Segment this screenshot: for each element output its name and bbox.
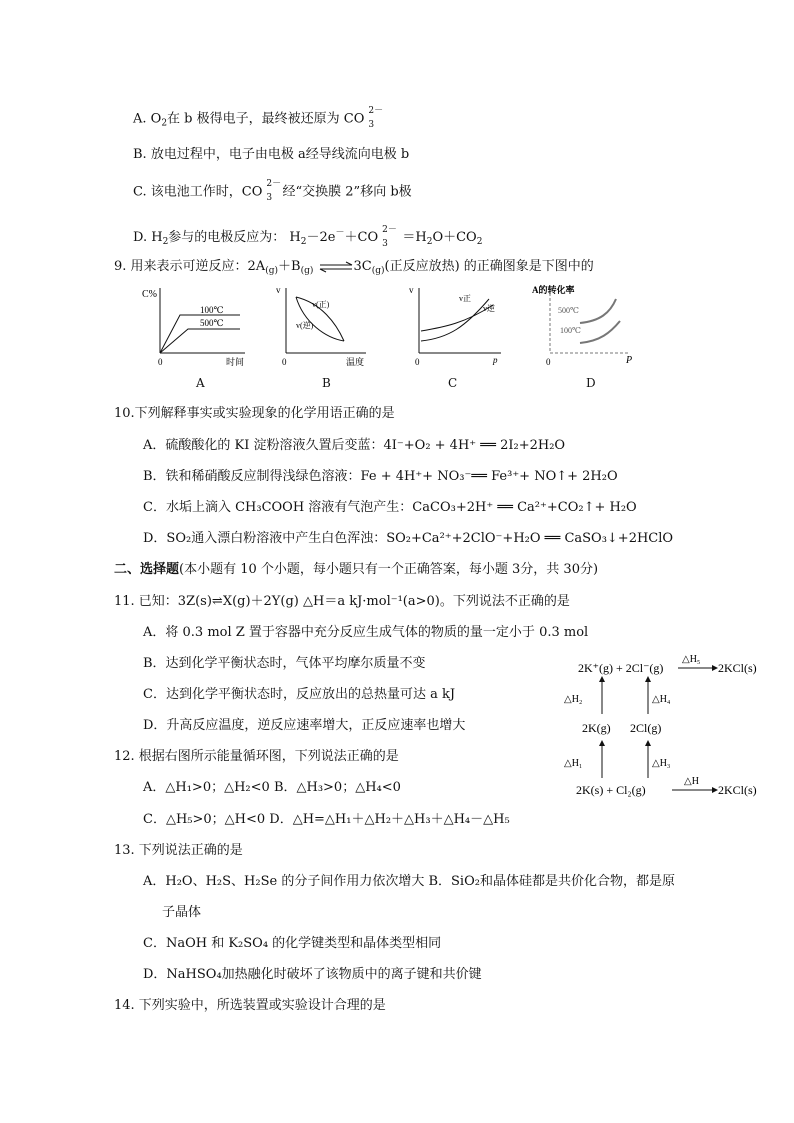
q8-option-a: A. $O_2$在 b 极得电子，最终被还原为 CO 2－ 3 bbox=[133, 106, 384, 130]
graph-a-xlabel: 时间 bbox=[226, 357, 245, 367]
svg-text:v(正): v(正) bbox=[312, 300, 330, 309]
q13-option-b-cont: 子晶体 bbox=[162, 905, 202, 920]
energy-cycle-diagram bbox=[560, 650, 770, 810]
graph-a-ylabel: C% bbox=[142, 289, 157, 300]
graph-d-label: D bbox=[586, 376, 596, 390]
q13-option-d: D．NaHSO₄加热融化时破坏了该物质中的离子键和共价键 bbox=[143, 967, 482, 982]
graph-d bbox=[530, 283, 640, 393]
svg-text:温度: 温度 bbox=[346, 357, 365, 367]
svg-text:p: p bbox=[493, 355, 498, 365]
svg-text:A的转化率: A的转化率 bbox=[532, 285, 575, 295]
svg-text:0: 0 bbox=[415, 357, 420, 367]
svg-text:0: 0 bbox=[282, 357, 287, 367]
svg-text:500℃: 500℃ bbox=[558, 306, 579, 315]
q10-option-c: C．水垢上滴入 CH₃COOH 溶液有气泡产生：CaCO₃+2H⁺ ══ Ca²⁺+CO₂↑+ H₂O bbox=[143, 500, 637, 515]
svg-text:0: 0 bbox=[546, 357, 551, 367]
svg-text:100℃: 100℃ bbox=[560, 326, 581, 335]
svg-text:v: v bbox=[409, 285, 414, 295]
q13-stem: 13. 下列说法正确的是 bbox=[114, 843, 243, 858]
cycle-mid-right: 2Cl(g) bbox=[630, 721, 662, 735]
q11-option-b: B．达到化学平衡状态时，气体平均摩尔质量不变 bbox=[143, 656, 426, 671]
q9-stem: 9. 用来表示可逆反应：$2A_{(g)}+B_{(g)}$ $3C_{(g)}$(正反应放热) 的正确图象是下图中的 bbox=[114, 259, 594, 276]
q14-stem: 14. 下列实验中，所选装置或实验设计合理的是 bbox=[114, 998, 386, 1013]
svg-text:△H₂: △H₂ bbox=[564, 694, 583, 705]
cycle-mid-left: 2K(g) bbox=[582, 721, 611, 735]
q12-stem: 12. 根据右图所示能量循环图，下列说法正确的是 bbox=[114, 749, 399, 764]
svg-text:0: 0 bbox=[158, 357, 163, 367]
q8-option-c: C. 该电池工作时，CO 2－ 3 经“交换膜 2”移向 b极 bbox=[133, 179, 412, 203]
cycle-top-left: 2K⁺(g) + 2Cl⁻(g) bbox=[578, 661, 664, 675]
q8-option-d: D. $H_2$参与的电极反应为： $H_2-2e^-+CO$ 2－ 3 $=H_2O+CO_2$ bbox=[133, 224, 483, 249]
cycle-top-right: 2KCl(s) bbox=[718, 661, 757, 675]
q12-options-ab: A．△H₁>0；△H₂<0 B．△H₃>0；△H₄<0 bbox=[143, 780, 401, 795]
q11-option-d: D．升高反应温度，逆反应速率增大，正反应速率也增大 bbox=[143, 718, 466, 733]
q11-option-a: A．将 0.3 mol Z 置于容器中充分反应生成气体的物质的量一定小于 0.3 mol bbox=[143, 625, 589, 640]
q8-option-b: B. 放电过程中，电子由电极 a经导线流向电极 b bbox=[133, 147, 410, 162]
q11-stem: 11. 已知：3Z(s)⇌X(g)＋2Y(g) △H＝a kJ·mol⁻¹(a>0)。下列说法不正确的是 bbox=[114, 594, 570, 609]
q10-option-b: B．铁和稀硝酸反应制得浅绿色溶液：Fe + 4H⁺+ NO₃⁻══ Fe³⁺+ NO↑+ 2H₂O bbox=[143, 469, 618, 484]
cycle-bottom-left: 2K(s) + Cl₂(g) bbox=[576, 783, 646, 797]
graph-b-label: B bbox=[322, 376, 331, 390]
svg-text:v正: v正 bbox=[459, 294, 471, 303]
q12-options-cd: C．△H₅>0；△H<0 D．△H=△H₁＋△H₂＋△H₃＋△H₄－△H₅ bbox=[143, 812, 510, 827]
q13-option-c: C．NaOH 和 K₂SO₄ 的化学键类型和晶体类型相同 bbox=[143, 936, 442, 951]
svg-text:△H₄: △H₄ bbox=[652, 694, 671, 705]
svg-text:v逆: v逆 bbox=[483, 304, 495, 313]
svg-text:P: P bbox=[626, 355, 633, 366]
graph-a bbox=[140, 283, 250, 393]
graph-c-label: C bbox=[448, 376, 458, 390]
graph-c bbox=[405, 283, 515, 393]
svg-text:v: v bbox=[276, 285, 281, 295]
section-2-heading: 二、选择题(本小题有 10 个小题，每小题只有一个正确答案，每小题 3分，共 30分) bbox=[114, 562, 599, 577]
q10-stem: 10.下列解释事实或实验现象的化学用语正确的是 bbox=[114, 406, 395, 421]
svg-text:v(逆): v(逆) bbox=[296, 321, 314, 330]
svg-text:△H: △H bbox=[684, 776, 699, 787]
svg-text:100℃: 100℃ bbox=[200, 305, 224, 315]
q10-option-d: D．SO₂通入漂白粉溶液中产生白色浑浊：SO₂+Ca²⁺+2ClO⁻+H₂O ══ CaSO₃↓+2HClO bbox=[143, 531, 674, 546]
svg-text:△H₁: △H₁ bbox=[564, 758, 583, 769]
graph-a-label: A bbox=[196, 376, 205, 390]
q10-option-a: A．硫酸酸化的 KI 淀粉溶液久置后变蓝：4I⁻+O₂ + 4H⁺ ══ 2I₂+2H₂O bbox=[143, 438, 566, 453]
q13-options-ab: A．H₂O、H₂S、H₂Se 的分子间作用力依次增大 B．SiO₂和晶体硅都是共价化合物，都是原 bbox=[143, 874, 675, 889]
svg-text:500℃: 500℃ bbox=[200, 318, 224, 328]
svg-text:△H₅: △H₅ bbox=[682, 654, 701, 665]
reversible-arrow-icon bbox=[318, 261, 354, 273]
q11-option-c: C．达到化学平衡状态时，反应放出的总热量可达 a kJ bbox=[143, 687, 456, 702]
graph-b bbox=[266, 283, 376, 393]
cycle-bottom-right: 2KCl(s) bbox=[718, 783, 757, 797]
svg-text:△H₃: △H₃ bbox=[652, 758, 671, 769]
